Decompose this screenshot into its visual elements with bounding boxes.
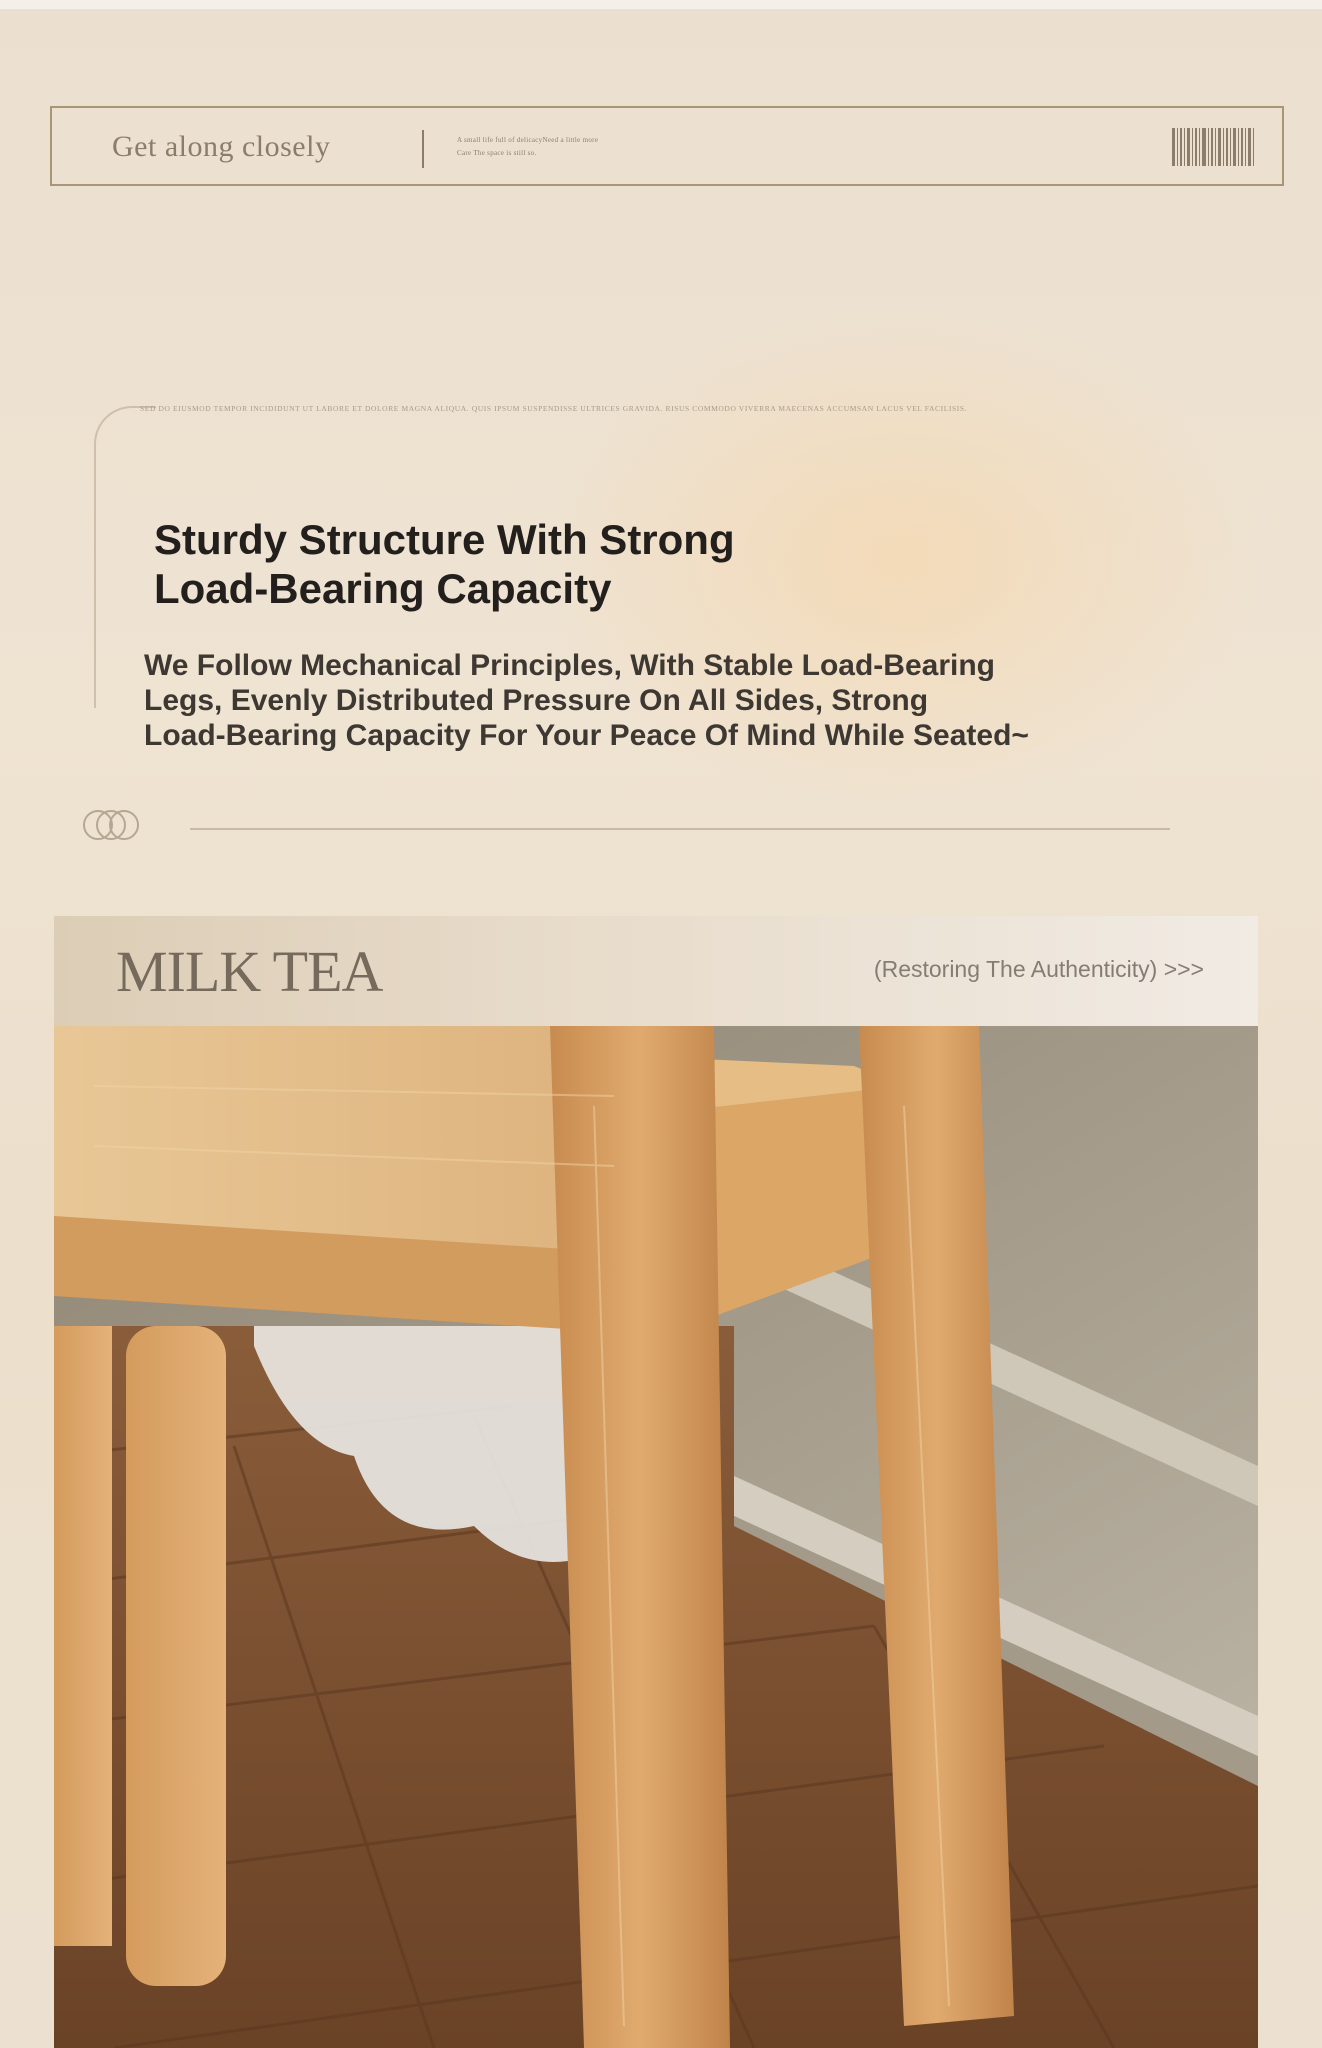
feature-description-line-2: Legs, Evenly Distributed Pressure On All Sides, Strong xyxy=(144,684,929,717)
header-band xyxy=(50,106,1284,186)
top-rule xyxy=(0,0,1322,9)
header-divider xyxy=(422,130,424,168)
rings-icon xyxy=(82,808,140,842)
chair-illustration xyxy=(54,1026,1258,2048)
header-tagline: Get along closely xyxy=(112,130,331,163)
restoring-authenticity-link[interactable]: (Restoring The Authenticity) >>> xyxy=(873,956,1204,982)
feature-description-line-3: Load-Bearing Capacity For Your Peace Of Mind While Seated~ xyxy=(144,719,1029,752)
decorative-frame-text: SED DO EIUSMOD TEMPOR INCIDIDUNT UT LABORE ET DOLORE MAGNA ALIQUA. QUIS IPSUM SUSPENDISSE ULTRICES GRAVIDA. RISUS COMMODO VIVERRA MAECENAS ACCUMSAN LACUS VEL FACILISIS. xyxy=(140,404,968,413)
feature-description xyxy=(144,648,1084,753)
feature-title-line-1: Sturdy Structure With Strong xyxy=(154,516,735,563)
feature-description-line-1: We Follow Mechanical Principles, With Stable Load-Bearing xyxy=(144,649,995,682)
product-photo xyxy=(54,1026,1258,2048)
feature-title-line-2: Load-Bearing Capacity xyxy=(154,565,612,612)
barcode-icon xyxy=(1172,128,1254,166)
feature-title xyxy=(154,515,954,613)
product-card-header xyxy=(54,916,1258,1026)
header-small-text: A small life full of delicacyNeed a little more Care The space is still so. xyxy=(457,136,599,157)
product-brand: MILK TEA xyxy=(116,939,383,1004)
section-divider xyxy=(190,828,1170,830)
